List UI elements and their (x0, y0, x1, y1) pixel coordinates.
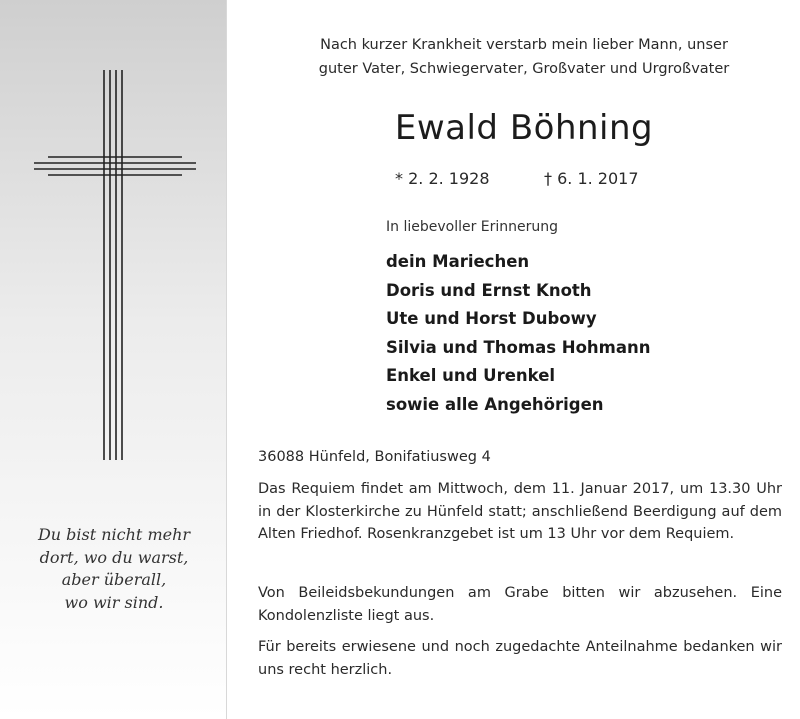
family-address: 36088 Hünfeld, Bonifatiusweg 4 (258, 449, 491, 465)
quote-line: dort, wo du warst, (39, 547, 189, 567)
birth-date: * 2. 2. 1928 (395, 169, 490, 188)
survivor-entry: Enkel und Urenkel (386, 366, 556, 385)
requiem-info: Das Requiem findet am Mittwoch, dem 11. Januar 2017, um 13.30 Uhr in der Klosterkirche zu Hünfeld statt; anschließend Beerdigung auf dem Alten Friedhof. Rosenkranzgebet ist um 13 Uhr vor dem Requiem. (258, 481, 782, 542)
intro-line-2: guter Vater, Schwiegervater, Großvater und Urgroßvater (318, 61, 730, 77)
death-date: † 6. 1. 2017 (544, 169, 639, 188)
condolence-info: Von Beileidsbekundungen am Grabe bitten wir abzusehen. Eine Kondolenzliste liegt aus. (258, 585, 782, 624)
intro-line-1: Nach kurzer Krankheit verstarb mein lieber Mann, unser (320, 37, 728, 53)
survivor-entry: Doris und Ernst Knoth (386, 280, 592, 300)
quote-line: wo wir sind. (64, 592, 164, 612)
survivor-entry: dein Mariechen (386, 252, 530, 271)
quote-line: Du bist nicht mehr (37, 525, 191, 544)
survivor-entry: Ute und Horst Dubowy (386, 309, 597, 328)
deceased-name: Ewald Böhning (394, 108, 654, 148)
intro-text (258, 33, 790, 81)
memorial-quote (20, 524, 208, 614)
quote-line: aber überall, (61, 570, 167, 589)
thanks-text: Für bereits erwiesene und noch zugedachte Anteilnahme bedanken wir uns recht herzlich. (258, 639, 782, 678)
cross-icon (34, 70, 196, 460)
sidebar-panel (0, 0, 227, 719)
survivors-list (386, 248, 650, 419)
memory-caption: In liebevoller Erinnerung (386, 219, 559, 235)
survivor-entry: sowie alle Angehörigen (386, 394, 604, 414)
survivor-entry: Silvia und Thomas Hohmann (386, 337, 651, 357)
